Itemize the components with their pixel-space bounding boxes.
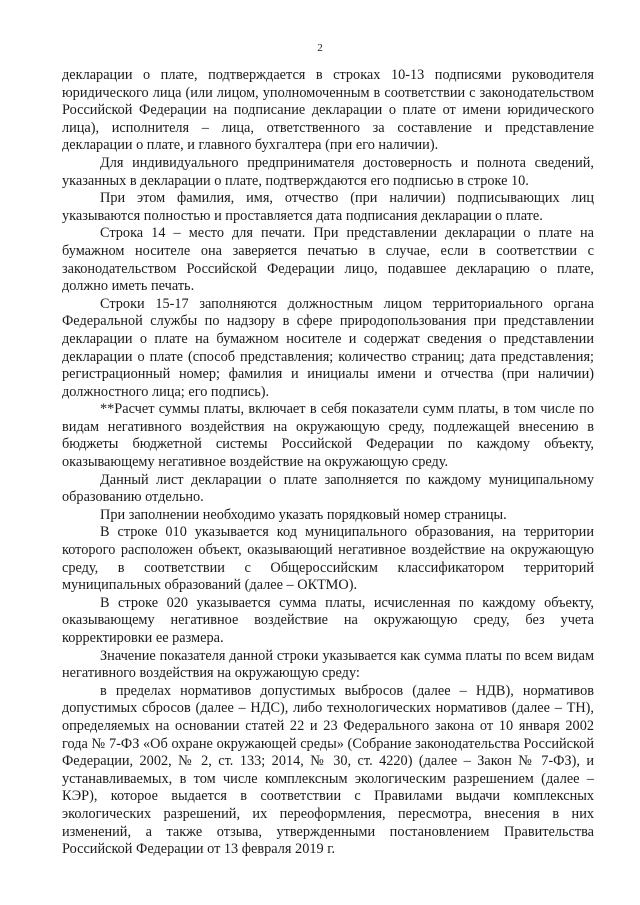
paragraph-8: При заполнении необходимо указать порядковый номер страницы.: [100, 506, 507, 523]
paragraph-3: При этом фамилия, имя, отчество (при наличии) подписывающих лиц указываются полностью и проставляется дата подписания декларации о плате.: [62, 190, 594, 224]
paragraph-7: Данный лист декларации о плате заполняется по каждому муниципальному образованию отдельно.: [62, 471, 594, 506]
document-body: [62, 67, 594, 859]
paragraph-5: Строки 15-17 заполняются должностным лицом территориального органа Федеральной службы по надзору в сфере природопользования при представлении декларации о плате на бумажном носителе и содержат сведения о представлении декларации о плате (способ представления; количество страниц; дата представления; регистрационный номер; фамилия и инициалы имени и отчества (при наличии) должностного лица; его подпись).: [62, 295, 594, 400]
paragraph-6: **Расчет суммы платы, включает в себя показатели сумм платы, в том числе по видам негативного воздействия на окружающую среду, подлежащей внесению в бюджеты бюджетной системы Российской Федерации по каждому объекту, оказывающему негативное воздействие на окружающую среду.: [62, 401, 594, 471]
paragraph-10: В строке 020 указывается сумма платы, исчисленная по каждому объекту, оказывающему негативное воздействие на окружающую среду, без учета корректировки ее размера.: [62, 594, 594, 646]
paragraph-1: декларации о плате, подтверждается в строках 10-13 подписями руководителя юридического лица (или лицом, уполномоченным в соответствии с законодательством Российской Федерации на подписание декларации о плате от имени юридического лица), исполнителя – лица, ответственного за составление и представление декларации о плате, и главного бухгалтера (при его наличии).: [62, 67, 594, 154]
paragraph-2: Для индивидуального предпринимателя достоверность и полнота сведений, указанных в декларации о плате, подтверждаются его подписью в строке 10.: [62, 154, 594, 189]
paragraph-12: в пределах нормативов допустимых выбросов (далее – НДВ), нормативов допустимых сбросов (далее – НДС), либо технологических нормативов (далее – ТН), определяемых на основании статей 22 и 23 Федерального закона от 10 января 2002 года № 7-ФЗ «Об охране окружающей среды» (Собрание законодательства Российской Федерации, 2002, № 2, ст. 133; 2014, № 30, ст. 4220) (далее – Закон № 7-ФЗ), и устанавливаемых, в том числе комплексным экологическим разрешением (далее – КЭР), которое выдается в соответствии с Правилами выдачи комплексных экологических разрешений, их переоформления, пересмотра, внесения в них изменений, а также отзыва, утвержденными постановлением Правительства Российской Федерации от 13 февраля 2019 г.: [62, 682, 594, 858]
paragraph-4: Строка 14 – место для печати. При представлении декларации о плате на бумажном носителе она заверяется печатью в случае, если в соответствии с законодательством Российской Федерации лицо, подавшее декларацию о плате, должно иметь печать.: [62, 225, 594, 295]
paragraph-9: В строке 010 указывается код муниципального образования, на территории которого расположен объект, оказывающий негативное воздействие на окружающую среду, в соответствии с Общероссийским классификатором территорий муниципальных образований (далее – ОКТМО).: [62, 524, 594, 594]
paragraph-11: Значение показателя данной строки указывается как сумма платы по всем видам негативного воздействия на окружающую среду:: [62, 647, 594, 682]
page-number: 2: [317, 42, 323, 54]
